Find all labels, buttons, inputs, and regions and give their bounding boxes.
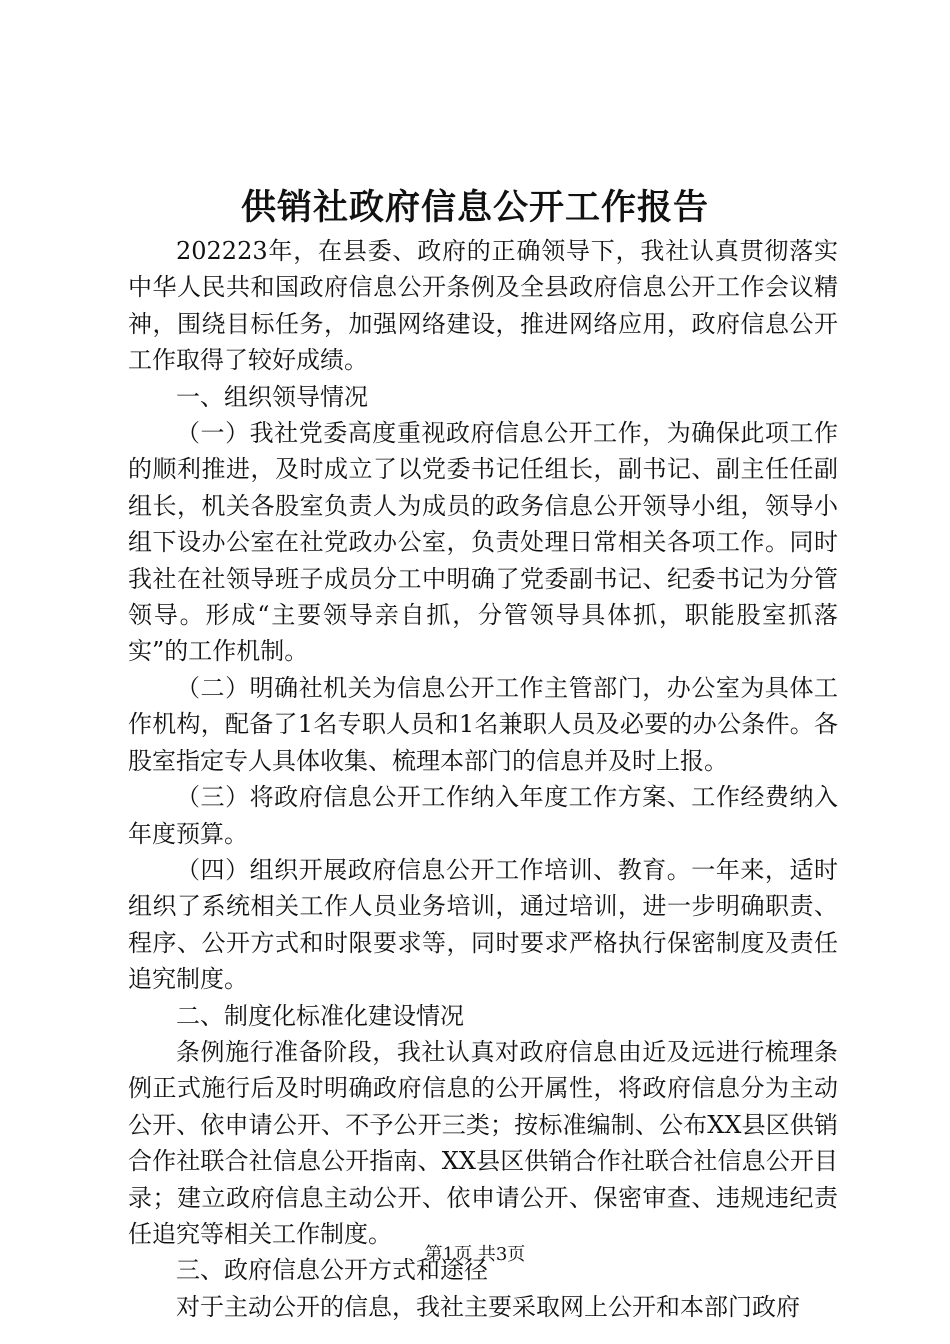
document-body xyxy=(128,233,838,1325)
paragraph-1-2: （二）明确社机关为信息公开工作主管部门，办公室为具体工作机构，配备了1名专职人员和1名兼职人员及必要的办公条件。各股室指定专人具体收集、梳理本部门的信息并及时上报。 xyxy=(128,673,838,775)
section-heading-2: 二、制度化标准化建设情况 xyxy=(176,1001,464,1030)
paragraph-1-1: （一）我社党委高度重视政府信息公开工作，为确保此项工作的顺利推进，及时成立了以党委书记任组长，副书记、副主任任副组长，机关各股室负责人为成员的政务信息公开领导小组，领导小组下设办公室在社党政办公室，负责处理日常相关各项工作。同时我社在社领导班子成员分工中明确了党委副书记、纪委书记为分管领导。形成“主要领导亲自抓，分管领导具体抓，职能股室抓落实”的工作机制。 xyxy=(128,419,838,666)
paragraph-3-1: 对于主动公开的信息，我社主要采取网上公开和本部门政府 xyxy=(176,1292,800,1321)
page-number-footer: 第1页 共3页 xyxy=(424,1244,526,1265)
paragraph-intro: 202223年，在县委、政府的正确领导下，我社认真贯彻落实中华人民共和国政府信息公开条例及全县政府信息公开工作会议精神，围绕目标任务，加强网络建设，推进网络应用，政府信息公开工作取得了较好成绩。 xyxy=(128,237,838,375)
paragraph-2-1: 条例施行准备阶段，我社认真对政府信息由近及远进行梳理条例正式施行后及时明确政府信息的公开属性，将政府信息分为主动公开、依申请公开、不予公开三类；按标准编制、公布XX县区供销合作社联合社信息公开指南、XX县区供销合作社联合社信息公开目录；建立政府信息主动公开、依申请公开、保密审查、违规违纪责任追究等相关工作制度。 xyxy=(128,1037,838,1248)
document-title: 供销社政府信息公开工作报告 xyxy=(240,187,709,228)
section-heading-3: 三、政府信息公开方式和途径 xyxy=(176,1256,488,1285)
section-heading-1: 一、组织领导情况 xyxy=(176,382,368,411)
paragraph-1-4: （四）组织开展政府信息公开工作培训、教育。一年来，适时组织了系统相关工作人员业务培训，通过培训，进一步明确职责、程序、公开方式和时限要求等，同时要求严格执行保密制度及责任追究制度。 xyxy=(128,855,838,994)
paragraph-1-3: （三）将政府信息公开工作纳入年度工作方案、工作经费纳入年度预算。 xyxy=(128,783,838,848)
